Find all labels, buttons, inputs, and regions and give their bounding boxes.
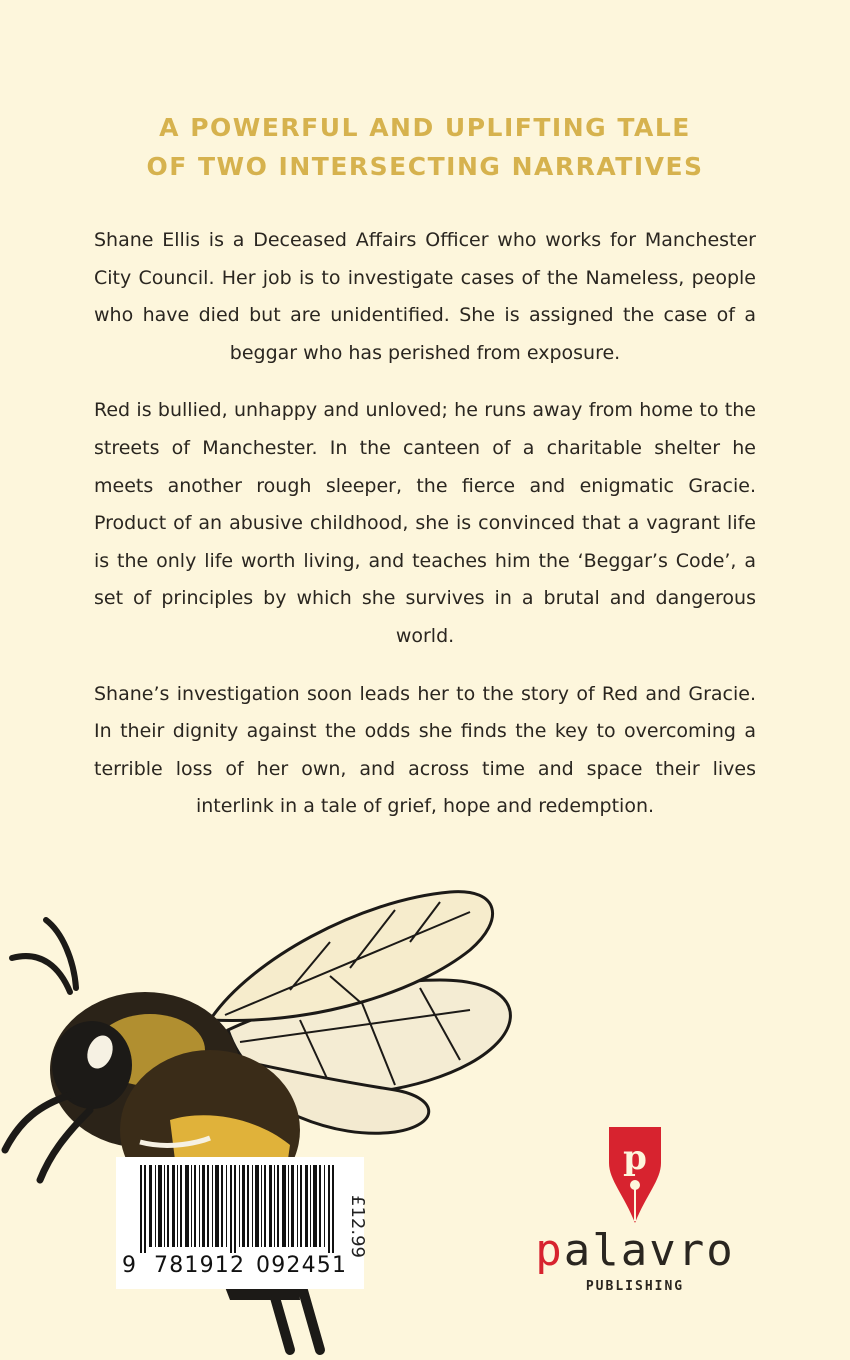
- tagline-heading: [0, 108, 850, 186]
- publisher-name: [520, 1225, 750, 1276]
- blurb-paragraph-2: Red is bullied, unhappy and unloved; he runs away from home to the streets of Manchester. In the canteen of a charitable shelter he meets another rough sleeper, the fierce and enigmatic Gracie. Product of an abusive childhood, she is convinced that a vagrant life is the only life worth living, and teaches him the ‘Beggar’s Code’, a set of principles by which she survives in a brutal and dangerous world.: [94, 399, 756, 647]
- tagline-line-1: A POWERFUL AND UPLIFTING TALE: [159, 113, 691, 142]
- logo-letter: p: [623, 1138, 647, 1178]
- tagline-line-2: OF TWO INTERSECTING NARRATIVES: [146, 152, 704, 181]
- publisher-name-initial: p: [535, 1225, 564, 1276]
- isbn-group-1: 781912: [154, 1253, 246, 1278]
- isbn-barcode: [116, 1157, 364, 1289]
- back-cover-blurb: [94, 222, 756, 846]
- publisher-name-rest: alavro: [563, 1225, 735, 1276]
- blurb-paragraph-1: Shane Ellis is a Deceased Affairs Officer who works for Manchester City Council. Her job is to investigate cases of the Nameless, people who have died but are unidentified. She is assigned the case of a beggar who has perished from exposure.: [94, 229, 756, 364]
- publisher-subtitle: PUBLISHING: [585, 1279, 685, 1294]
- barcode-bars: [116, 1157, 364, 1257]
- pen-nib-icon: [520, 1125, 750, 1225]
- price-label: £12.99: [347, 1195, 368, 1258]
- blurb-paragraph-3: Shane’s investigation soon leads her to the story of Red and Gracie. In their dignity against the odds she finds the key to overcoming a terrible loss of her own, and across time and space their lives interlink in a tale of grief, hope and redemption.: [94, 682, 756, 818]
- isbn-group-2: 092451: [256, 1253, 348, 1278]
- isbn-prefix-digit: 9: [122, 1253, 138, 1278]
